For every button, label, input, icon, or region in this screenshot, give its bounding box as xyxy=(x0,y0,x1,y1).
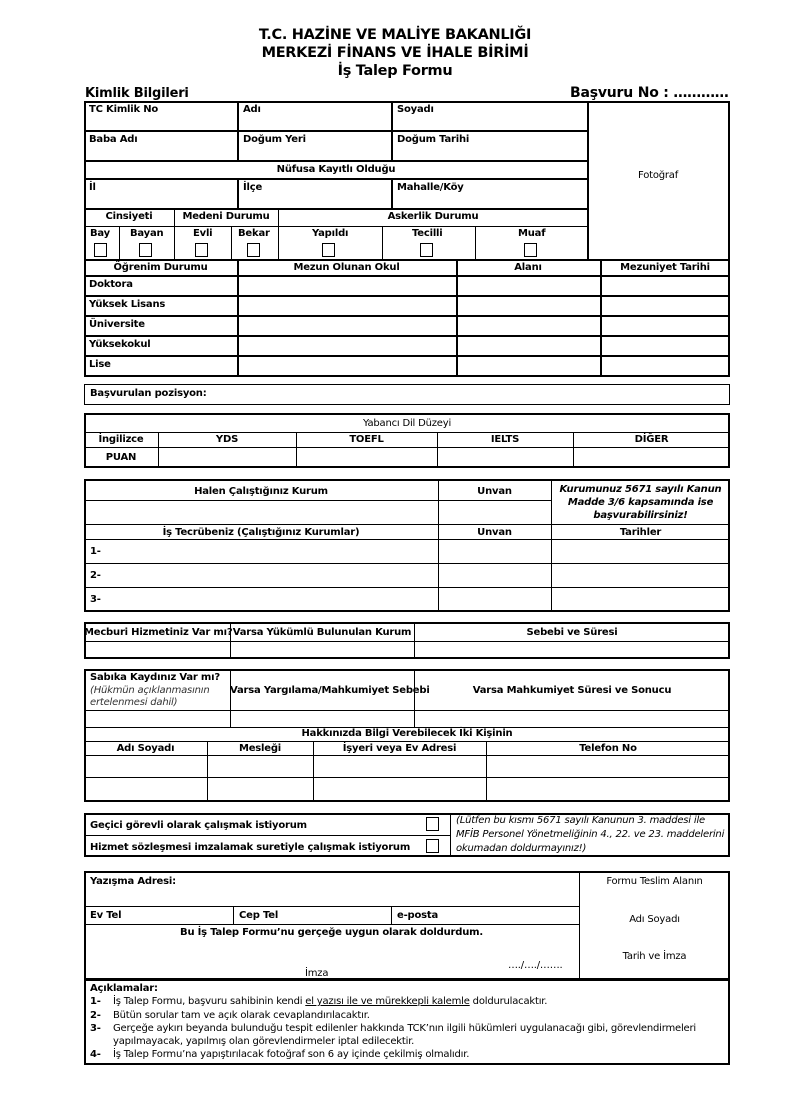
first-name-field[interactable]: Adı xyxy=(243,104,261,115)
note-number: 1- xyxy=(90,996,101,1007)
service-institution-header: Varsa Yükümlü Bulunulan Kurum xyxy=(232,627,412,638)
receiver-name: Adı Soyadı xyxy=(629,914,680,925)
military-option-exempt: Muaf xyxy=(518,228,546,239)
district-field[interactable]: İlçe xyxy=(243,182,263,193)
language-yds: YDS xyxy=(215,434,239,445)
education-row-label: Yüksekokul xyxy=(89,339,151,350)
position-label: Başvurulan pozisyon: xyxy=(90,388,207,399)
experience-row-label: 2- xyxy=(90,570,101,581)
employment-note-line2: MFİB Personel Yönetmeliğinin 4., 22. ve 23. maddelerini xyxy=(456,829,725,840)
gender-male-checkbox[interactable] xyxy=(94,243,107,257)
signature-label[interactable]: İmza xyxy=(305,968,329,979)
language-english: İngilizce xyxy=(98,434,144,445)
note-item: Bütün sorular tam ve açık olarak cevaplandırılacaktır. xyxy=(113,1010,370,1021)
notes-title: Açıklamalar: xyxy=(90,983,158,994)
military-done-checkbox[interactable] xyxy=(322,243,335,257)
identity-box xyxy=(84,101,730,261)
married-checkbox[interactable] xyxy=(195,243,208,257)
current-title-header: Unvan xyxy=(477,486,512,497)
criminal-note-line2: ertelenmesi dahil) xyxy=(90,697,178,708)
address-field[interactable]: Yazışma Adresi: xyxy=(90,876,176,887)
education-header-level: Öğrenim Durumu xyxy=(113,262,208,273)
photo-area: Fotoğraf xyxy=(638,170,679,181)
gender-option-female: Bayan xyxy=(130,228,164,239)
registry-title: Nüfusa Kayıtlı Olduğu xyxy=(276,164,396,175)
note-number: 3- xyxy=(90,1023,101,1034)
military-deferred-checkbox[interactable] xyxy=(420,243,433,257)
references-header-occupation: Mesleği xyxy=(238,743,282,754)
employment-note-line1: (Lütfen bu kısmı 5671 sayılı Kanunun 3. maddesi ile xyxy=(456,815,705,826)
eligibility-note-line1: Kurumunuz 5671 sayılı Kanun xyxy=(559,484,722,495)
references-header-address: İşyeri veya Ev Adresi xyxy=(342,743,457,754)
birth-date-field[interactable]: Doğum Tarihi xyxy=(397,134,470,145)
employment-note-line3: okumadan doldurmayınız!) xyxy=(456,843,587,854)
note-item-continued: yapılmayacak, yapılmış olan görevlendirmeler iptal edilecektir. xyxy=(113,1036,415,1047)
education-header-date: Mezuniyet Tarihi xyxy=(620,262,710,273)
ministry-title: T.C. HAZİNE VE MALİYE BAKANLIĞI xyxy=(258,27,532,43)
education-row-label: Doktora xyxy=(89,279,133,290)
application-number: Başvuru No : ………… xyxy=(570,85,729,101)
mobile-phone-field[interactable]: Cep Tel xyxy=(239,910,279,921)
military-exempt-checkbox[interactable] xyxy=(524,243,537,257)
language-ielts: IELTS xyxy=(490,434,520,445)
references-title: Hakkınızda Bilgi Verebilecek İki Kişinin xyxy=(301,728,513,739)
experience-title-header: Unvan xyxy=(477,527,512,538)
form-title: İş Talep Formu xyxy=(337,63,453,79)
criminal-note-line1: (Hükmün açıklanmasının xyxy=(90,685,210,696)
eligibility-note-line2: Madde 3/6 kapsamında ise xyxy=(567,497,714,508)
eligibility-note-line3: başvurabilirsiniz! xyxy=(593,510,688,521)
experience-row-label: 1- xyxy=(90,546,101,557)
references-header-name: Adı Soyadı xyxy=(116,743,175,754)
language-title: Yabancı Dil Düzeyi xyxy=(362,418,452,429)
education-header-field: Alanı xyxy=(514,262,542,273)
gender-female-checkbox[interactable] xyxy=(139,243,152,257)
criminal-reason-header: Varsa Yargılama/Mahkumiyet Sebebi xyxy=(230,685,430,696)
note-item: İş Talep Formu’na yapıştırılacak fotoğraf son 6 ay içinde çekilmiş olmalıdır. xyxy=(113,1049,470,1060)
references-header-phone: Telefon No xyxy=(579,743,637,754)
service-contract-checkbox[interactable] xyxy=(426,839,439,853)
unit-title: MERKEZİ FİNANS VE İHALE BİRİMİ xyxy=(261,45,529,61)
note-number: 4- xyxy=(90,1049,101,1060)
father-name-field[interactable]: Baba Adı xyxy=(89,134,138,145)
service-contract-label: Hizmet sözleşmesi imzalamak suretiyle çalışmak istiyorum xyxy=(90,842,411,853)
marital-option-single: Bekar xyxy=(238,228,270,239)
marital-option-married: Evli xyxy=(193,228,213,239)
language-toefl: TOEFL xyxy=(349,434,384,445)
birth-place-field[interactable]: Doğum Yeri xyxy=(243,134,306,145)
note-item: İş Talep Formu, başvuru sahibinin kendi el yazısı ile ve mürekkepli kalemle doldurulacaktır. xyxy=(113,996,548,1007)
contact-box xyxy=(84,871,730,980)
language-score-label: PUAN xyxy=(105,452,137,463)
neighborhood-field[interactable]: Mahalle/Köy xyxy=(397,182,464,193)
criminal-result-header: Varsa Mahkumiyet Süresi ve Sonucu xyxy=(472,685,672,696)
current-institution-header: Halen Çalıştığınız Kurum xyxy=(194,486,328,497)
temporary-duty-checkbox[interactable] xyxy=(426,817,439,831)
receiver-title: Formu Teslim Alanın xyxy=(606,876,703,887)
signature-date[interactable]: …./…./……. xyxy=(508,960,563,971)
criminal-record-question: Sabıka Kaydınız Var mı? xyxy=(90,672,220,683)
experience-dates-header: Tarihler xyxy=(619,527,662,538)
military-option-done: Yapıldı xyxy=(312,228,349,239)
experience-header: İş Tecrübeniz (Çalıştığınız Kurumlar) xyxy=(162,527,360,538)
language-other: DİĞER xyxy=(634,434,669,445)
single-checkbox[interactable] xyxy=(247,243,260,257)
gender-option-male: Bay xyxy=(90,228,110,239)
email-field[interactable]: e-posta xyxy=(397,910,439,921)
military-option-deferred: Tecilli xyxy=(412,228,443,239)
home-phone-field[interactable]: Ev Tel xyxy=(90,910,122,921)
military-title: Askerlik Durumu xyxy=(387,211,479,222)
receiver-signature: Tarih ve İmza xyxy=(622,951,687,962)
province-field[interactable]: İl xyxy=(89,182,96,193)
temporary-duty-label: Geçici görevli olarak çalışmak istiyorum xyxy=(90,820,307,831)
gender-title: Cinsiyeti xyxy=(105,211,153,222)
experience-row-label: 3- xyxy=(90,594,101,605)
education-row-label: Üniversite xyxy=(89,319,145,330)
service-reason-header: Sebebi ve Süresi xyxy=(526,627,618,638)
tc-no-field[interactable]: TC Kimlik No xyxy=(89,104,159,115)
education-row-label: Yüksek Lisans xyxy=(89,299,166,310)
note-number: 2- xyxy=(90,1010,101,1021)
marital-title: Medeni Durumu xyxy=(182,211,270,222)
education-header-school: Mezun Olunan Okul xyxy=(293,262,400,273)
declaration-text: Bu İş Talep Formu’nu gerçeğe uygun olarak doldurdum. xyxy=(180,927,483,938)
last-name-field[interactable]: Soyadı xyxy=(397,104,434,115)
section-identity-title: Kimlik Bilgileri xyxy=(85,86,189,101)
education-row-label: Lise xyxy=(89,359,111,370)
note-item: Gerçeğe aykırı beyanda bulunduğu tespit edilenler hakkında TCK’nın ilgili hükümleri uygulanacağı gibi, görevlendirmeleri xyxy=(113,1023,696,1034)
service-question-header: Mecburi Hizmetiniz Var mı? xyxy=(84,627,233,638)
